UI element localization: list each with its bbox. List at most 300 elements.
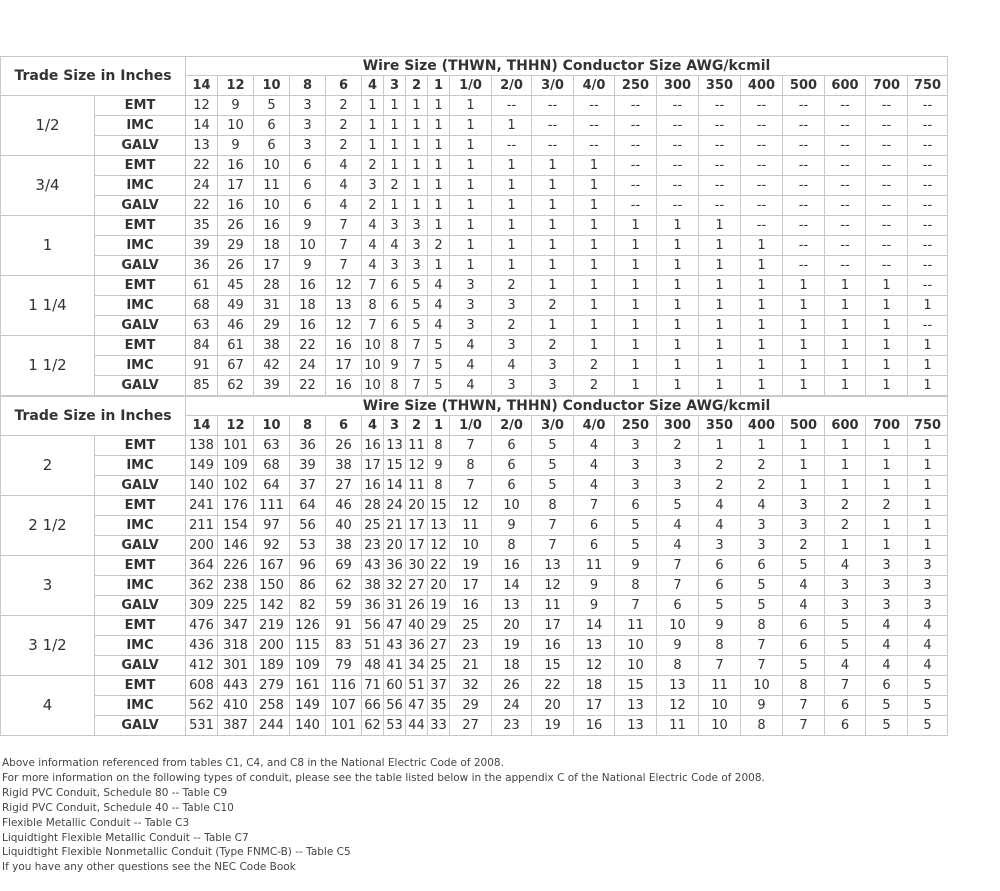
fill-count-cell: 9 <box>290 256 326 276</box>
fill-count-cell: 4 <box>428 276 450 296</box>
fill-count-cell: 142 <box>254 596 290 616</box>
fill-count-cell: 3 <box>783 496 825 516</box>
fill-count-cell: 83 <box>326 636 362 656</box>
fill-count-cell: 3 <box>866 556 908 576</box>
wire-size-label: 14 <box>186 416 218 436</box>
fill-count-cell: 116 <box>326 676 362 696</box>
fill-count-cell: 1 <box>783 456 825 476</box>
fill-count-cell: 8 <box>362 296 384 316</box>
fill-count-cell: 51 <box>362 636 384 656</box>
fill-count-cell: 36 <box>186 256 218 276</box>
fill-count-cell: 56 <box>362 616 384 636</box>
fill-count-cell: 22 <box>186 156 218 176</box>
fill-count-cell: 1 <box>492 116 532 136</box>
fill-count-cell: 5 <box>908 696 948 716</box>
wire-size-label: 1 <box>428 76 450 96</box>
fill-count-cell: 1 <box>574 236 615 256</box>
fill-count-cell: -- <box>866 136 908 156</box>
fill-count-cell: 12 <box>326 276 362 296</box>
fill-count-cell: 1 <box>532 276 574 296</box>
fill-count-cell: 16 <box>290 276 326 296</box>
conduit-fill-table-large <box>0 396 948 736</box>
fill-count-cell: -- <box>615 156 657 176</box>
fill-count-cell: 436 <box>186 636 218 656</box>
fill-count-cell: 6 <box>492 436 532 456</box>
fill-count-cell: 17 <box>362 456 384 476</box>
fill-count-cell: 7 <box>657 556 699 576</box>
fill-count-cell: 1 <box>428 176 450 196</box>
fill-count-cell: 1 <box>699 316 741 336</box>
fill-count-cell: 39 <box>254 376 290 396</box>
fill-count-cell: 6 <box>290 176 326 196</box>
fill-count-cell: 4 <box>741 496 783 516</box>
wire-size-label: 8 <box>290 76 326 96</box>
fill-count-cell: 40 <box>406 616 428 636</box>
fill-count-cell: 1 <box>825 336 866 356</box>
fill-count-cell: 167 <box>254 556 290 576</box>
fill-count-cell: 12 <box>326 316 362 336</box>
fill-count-cell: -- <box>574 136 615 156</box>
fill-count-cell: 71 <box>362 676 384 696</box>
fill-count-cell: 1 <box>657 236 699 256</box>
fill-count-cell: 3 <box>406 256 428 276</box>
fill-count-cell: 126 <box>290 616 326 636</box>
fill-count-cell: 1 <box>532 316 574 336</box>
fill-count-cell: 4 <box>362 236 384 256</box>
conduit-type-cell: GALV <box>95 256 186 276</box>
fill-count-cell: 1 <box>428 136 450 156</box>
note-line: Liquidtight Flexible Nonmetallic Conduit (Type FNMC-B) -- Table C5 <box>2 846 351 859</box>
fill-count-cell: 13 <box>492 596 532 616</box>
fill-count-cell: 13 <box>326 296 362 316</box>
fill-count-cell: 1 <box>783 476 825 496</box>
table-row <box>1 716 948 736</box>
fill-count-cell: 2 <box>532 296 574 316</box>
fill-count-cell: -- <box>825 116 866 136</box>
fill-count-cell: 9 <box>492 516 532 536</box>
fill-count-cell: 62 <box>362 716 384 736</box>
fill-count-cell: 9 <box>428 456 450 476</box>
table-row <box>1 276 948 296</box>
fill-count-cell: -- <box>908 136 948 156</box>
fill-count-cell: 1 <box>574 156 615 176</box>
fill-count-cell: 1 <box>908 356 948 376</box>
table-row <box>1 196 948 216</box>
fill-count-cell: 9 <box>574 576 615 596</box>
fill-count-cell: 15 <box>615 676 657 696</box>
wire-size-label: 4 <box>362 416 384 436</box>
fill-count-cell: 1 <box>406 156 428 176</box>
fill-count-cell: -- <box>866 96 908 116</box>
fill-count-cell: 24 <box>186 176 218 196</box>
fill-count-cell: 238 <box>218 576 254 596</box>
wire-size-header: Wire Size (THWN, THHN) Conductor Size AWG/kcmil <box>186 57 948 76</box>
fill-count-cell: 1 <box>615 356 657 376</box>
trade-size-cell: 1 1/4 <box>1 276 95 336</box>
table-row <box>1 636 948 656</box>
fill-count-cell: 32 <box>450 676 492 696</box>
fill-count-cell: 44 <box>406 716 428 736</box>
conduit-type-cell: GALV <box>95 596 186 616</box>
fill-count-cell: 1 <box>428 216 450 236</box>
fill-count-cell: 82 <box>290 596 326 616</box>
conduit-type-cell: IMC <box>95 116 186 136</box>
fill-count-cell: 8 <box>741 616 783 636</box>
fill-count-cell: 1 <box>866 436 908 456</box>
fill-count-cell: 29 <box>450 696 492 716</box>
fill-count-cell: 4 <box>326 156 362 176</box>
fill-count-cell: 1 <box>406 96 428 116</box>
fill-count-cell: -- <box>866 156 908 176</box>
fill-count-cell: 9 <box>741 696 783 716</box>
fill-count-cell: 10 <box>362 356 384 376</box>
fill-count-cell: 10 <box>615 636 657 656</box>
wire-size-label: 1/0 <box>450 76 492 96</box>
fill-count-cell: 25 <box>428 656 450 676</box>
fill-count-cell: 43 <box>362 556 384 576</box>
fill-count-cell: 1 <box>657 276 699 296</box>
fill-count-cell: 1 <box>908 496 948 516</box>
fill-count-cell: 5 <box>615 536 657 556</box>
fill-count-cell: -- <box>492 96 532 116</box>
fill-count-cell: 16 <box>218 196 254 216</box>
fill-count-cell: 60 <box>384 676 406 696</box>
fill-count-cell: 2 <box>492 316 532 336</box>
fill-count-cell: -- <box>825 236 866 256</box>
fill-count-cell: 1 <box>406 176 428 196</box>
fill-count-cell: 25 <box>362 516 384 536</box>
conduit-type-cell: IMC <box>95 176 186 196</box>
fill-count-cell: 3 <box>492 376 532 396</box>
fill-count-cell: 5 <box>532 456 574 476</box>
fill-count-cell: 36 <box>362 596 384 616</box>
fill-count-cell: 146 <box>218 536 254 556</box>
fill-count-cell: 22 <box>532 676 574 696</box>
note-line: Above information referenced from tables C1, C4, and C8 in the National Electric Code of 2008. <box>2 757 504 769</box>
fill-count-cell: 56 <box>290 516 326 536</box>
fill-count-cell: 17 <box>574 696 615 716</box>
fill-count-cell: 362 <box>186 576 218 596</box>
fill-count-cell: 410 <box>218 696 254 716</box>
fill-count-cell: 6 <box>254 136 290 156</box>
fill-count-cell: 7 <box>326 256 362 276</box>
fill-count-cell: 97 <box>254 516 290 536</box>
table-row <box>1 596 948 616</box>
fill-count-cell: 31 <box>384 596 406 616</box>
fill-count-cell: 150 <box>254 576 290 596</box>
note-line: Flexible Metallic Conduit -- Table C3 <box>2 816 190 829</box>
fill-count-cell: 5 <box>783 656 825 676</box>
fill-count-cell: 3 <box>615 456 657 476</box>
fill-count-cell: -- <box>699 96 741 116</box>
fill-count-cell: 258 <box>254 696 290 716</box>
table-row <box>1 696 948 716</box>
fill-count-cell: 13 <box>615 716 657 736</box>
fill-count-cell: 7 <box>657 576 699 596</box>
fill-count-cell: 7 <box>741 636 783 656</box>
fill-count-cell: 1 <box>450 196 492 216</box>
conduit-type-cell: IMC <box>95 296 186 316</box>
fill-count-cell: 1 <box>532 196 574 216</box>
fill-count-cell: 161 <box>290 676 326 696</box>
fill-count-cell: 18 <box>254 236 290 256</box>
fill-count-cell: 8 <box>384 336 406 356</box>
fill-count-cell: -- <box>532 96 574 116</box>
fill-count-cell: 91 <box>186 356 218 376</box>
fill-count-cell: 13 <box>532 556 574 576</box>
fill-count-cell: 1 <box>783 376 825 396</box>
fill-count-cell: 28 <box>254 276 290 296</box>
fill-count-cell: 62 <box>326 576 362 596</box>
header-row <box>1 397 948 416</box>
fill-count-cell: 3 <box>783 516 825 536</box>
fill-count-cell: 5 <box>428 376 450 396</box>
wire-size-label: 4 <box>362 76 384 96</box>
fill-count-cell: 1 <box>866 456 908 476</box>
fill-count-cell: 1 <box>384 196 406 216</box>
table-row <box>1 676 948 696</box>
table-row <box>1 136 948 156</box>
fill-count-cell: 1 <box>825 316 866 336</box>
fill-count-cell: 18 <box>492 656 532 676</box>
trade-size-cell: 2 1/2 <box>1 496 95 556</box>
fill-count-cell: 3 <box>450 316 492 336</box>
fill-count-cell: 86 <box>290 576 326 596</box>
fill-count-cell: 3 <box>450 276 492 296</box>
wire-size-label: 250 <box>615 416 657 436</box>
fill-count-cell: 35 <box>186 216 218 236</box>
fill-count-cell: 1 <box>657 256 699 276</box>
wire-size-label: 3 <box>384 416 406 436</box>
fill-count-cell: 1 <box>574 176 615 196</box>
fill-count-cell: 1 <box>699 216 741 236</box>
fill-count-cell: -- <box>657 176 699 196</box>
fill-count-cell: 3 <box>825 596 866 616</box>
fill-count-cell: 61 <box>218 336 254 356</box>
fill-count-cell: -- <box>615 96 657 116</box>
fill-count-cell: -- <box>741 116 783 136</box>
fill-count-cell: 47 <box>406 696 428 716</box>
fill-count-cell: 5 <box>406 276 428 296</box>
fill-count-cell: 8 <box>615 576 657 596</box>
fill-count-cell: 1 <box>741 376 783 396</box>
fill-count-cell: -- <box>825 256 866 276</box>
wire-size-label: 2 <box>406 416 428 436</box>
fill-count-cell: 2 <box>326 136 362 156</box>
fill-count-cell: 7 <box>406 376 428 396</box>
fill-count-cell: -- <box>866 176 908 196</box>
fill-count-cell: 8 <box>428 436 450 456</box>
fill-count-cell: 1 <box>866 336 908 356</box>
fill-count-cell: -- <box>908 216 948 236</box>
wire-size-label: 600 <box>825 416 866 436</box>
fill-count-cell: 219 <box>254 616 290 636</box>
wire-size-label: 4/0 <box>574 76 615 96</box>
fill-count-cell: 6 <box>741 556 783 576</box>
fill-count-cell: 1 <box>783 336 825 356</box>
fill-count-cell: 26 <box>406 596 428 616</box>
fill-count-cell: 1 <box>406 116 428 136</box>
fill-count-cell: 1 <box>384 116 406 136</box>
fill-count-cell: -- <box>615 136 657 156</box>
fill-count-cell: 1 <box>574 316 615 336</box>
fill-count-cell: 1 <box>384 96 406 116</box>
fill-count-cell: 4 <box>866 656 908 676</box>
fill-count-cell: -- <box>908 156 948 176</box>
fill-count-cell: 79 <box>326 656 362 676</box>
fill-count-cell: 200 <box>186 536 218 556</box>
fill-count-cell: 1 <box>574 196 615 216</box>
fill-count-cell: 2 <box>741 476 783 496</box>
fill-count-cell: 10 <box>699 716 741 736</box>
fill-count-cell: 10 <box>492 496 532 516</box>
fill-count-cell: 1 <box>657 216 699 236</box>
fill-count-cell: -- <box>699 156 741 176</box>
fill-count-cell: 140 <box>290 716 326 736</box>
wire-size-label: 3/0 <box>532 416 574 436</box>
conduit-type-cell: EMT <box>95 676 186 696</box>
fill-count-cell: 1 <box>908 456 948 476</box>
fill-count-cell: 1 <box>574 256 615 276</box>
fill-count-cell: 3 <box>384 256 406 276</box>
table-row <box>1 376 948 396</box>
fill-count-cell: 17 <box>254 256 290 276</box>
fill-count-cell: -- <box>908 116 948 136</box>
fill-count-cell: 14 <box>574 616 615 636</box>
fill-count-cell: 11 <box>450 516 492 536</box>
fill-count-cell: -- <box>783 216 825 236</box>
fill-count-cell: 4 <box>866 616 908 636</box>
fill-count-cell: 10 <box>254 196 290 216</box>
fill-count-cell: -- <box>699 196 741 216</box>
fill-count-cell: 7 <box>783 696 825 716</box>
fill-count-cell: 51 <box>406 676 428 696</box>
fill-count-cell: 8 <box>428 476 450 496</box>
fill-count-cell: 26 <box>326 436 362 456</box>
wire-size-label: 750 <box>908 416 948 436</box>
fill-count-cell: 1 <box>908 336 948 356</box>
table-row <box>1 336 948 356</box>
fill-count-cell: 34 <box>406 656 428 676</box>
conduit-type-cell: EMT <box>95 436 186 456</box>
fill-count-cell: -- <box>908 96 948 116</box>
fill-count-cell: 2 <box>574 356 615 376</box>
fill-count-cell: 26 <box>492 676 532 696</box>
fill-count-cell: 3 <box>741 536 783 556</box>
fill-count-cell: 7 <box>362 276 384 296</box>
conduit-type-cell: EMT <box>95 276 186 296</box>
fill-count-cell: -- <box>825 216 866 236</box>
fill-count-cell: 5 <box>406 316 428 336</box>
fill-count-cell: 1 <box>384 136 406 156</box>
fill-count-cell: 1 <box>657 336 699 356</box>
fill-count-cell: 1 <box>699 256 741 276</box>
fill-count-cell: 1 <box>657 316 699 336</box>
fill-count-cell: 189 <box>254 656 290 676</box>
fill-count-cell: 1 <box>825 536 866 556</box>
fill-count-cell: 16 <box>218 156 254 176</box>
fill-count-cell: 23 <box>450 636 492 656</box>
table-row <box>1 156 948 176</box>
fill-count-cell: 115 <box>290 636 326 656</box>
fill-count-cell: 1 <box>783 316 825 336</box>
conduit-type-cell: EMT <box>95 96 186 116</box>
wire-size-label: 500 <box>783 76 825 96</box>
conduit-type-cell: IMC <box>95 356 186 376</box>
fill-count-cell: 5 <box>908 676 948 696</box>
trade-size-cell: 4 <box>1 676 95 736</box>
fill-count-cell: 8 <box>657 656 699 676</box>
fill-count-cell: 38 <box>326 456 362 476</box>
fill-count-cell: 17 <box>406 516 428 536</box>
fill-count-cell: 1 <box>866 476 908 496</box>
fill-count-cell: 1 <box>866 536 908 556</box>
fill-count-cell: 476 <box>186 616 218 636</box>
fill-count-cell: -- <box>741 156 783 176</box>
fill-count-cell: 211 <box>186 516 218 536</box>
fill-count-cell: 241 <box>186 496 218 516</box>
conduit-type-cell: GALV <box>95 136 186 156</box>
fill-count-cell: 1 <box>783 356 825 376</box>
conduit-type-cell: IMC <box>95 456 186 476</box>
fill-count-cell: 6 <box>254 116 290 136</box>
fill-count-cell: 1 <box>741 316 783 336</box>
fill-count-cell: 7 <box>450 476 492 496</box>
fill-count-cell: -- <box>783 176 825 196</box>
table-row <box>1 496 948 516</box>
fill-count-cell: 3 <box>908 556 948 576</box>
fill-count-cell: 1 <box>450 116 492 136</box>
fill-count-cell: 19 <box>428 596 450 616</box>
fill-count-cell: 1 <box>450 176 492 196</box>
fill-count-cell: 4 <box>492 356 532 376</box>
fill-count-cell: 4 <box>699 516 741 536</box>
fill-count-cell: 6 <box>290 196 326 216</box>
fill-count-cell: 1 <box>908 516 948 536</box>
fill-count-cell: 6 <box>384 276 406 296</box>
fill-count-cell: 56 <box>384 696 406 716</box>
fill-count-cell: 15 <box>532 656 574 676</box>
fill-count-cell: 1 <box>615 296 657 316</box>
fill-count-cell: 364 <box>186 556 218 576</box>
fill-count-cell: 1 <box>825 296 866 316</box>
fill-count-cell: 1 <box>428 196 450 216</box>
fill-count-cell: 3 <box>532 356 574 376</box>
fill-count-cell: 9 <box>218 136 254 156</box>
fill-count-cell: 2 <box>699 456 741 476</box>
fill-count-cell: 16 <box>450 596 492 616</box>
fill-count-cell: 12 <box>574 656 615 676</box>
fill-count-cell: 38 <box>326 536 362 556</box>
fill-count-cell: 1 <box>741 236 783 256</box>
fill-count-cell: 1 <box>492 196 532 216</box>
fill-count-cell: 2 <box>741 456 783 476</box>
fill-count-cell: 3 <box>406 216 428 236</box>
fill-count-cell: 20 <box>406 496 428 516</box>
fill-count-cell: 20 <box>532 696 574 716</box>
fill-count-cell: 48 <box>362 656 384 676</box>
conduit-type-cell: GALV <box>95 536 186 556</box>
fill-count-cell: 7 <box>362 316 384 336</box>
fill-count-cell: 5 <box>866 716 908 736</box>
fill-count-cell: 8 <box>384 376 406 396</box>
conduit-type-cell: IMC <box>95 696 186 716</box>
fill-count-cell: 9 <box>615 556 657 576</box>
fill-count-cell: -- <box>699 176 741 196</box>
table-row <box>1 436 948 456</box>
fill-count-cell: 63 <box>186 316 218 336</box>
fill-count-cell: 10 <box>450 536 492 556</box>
